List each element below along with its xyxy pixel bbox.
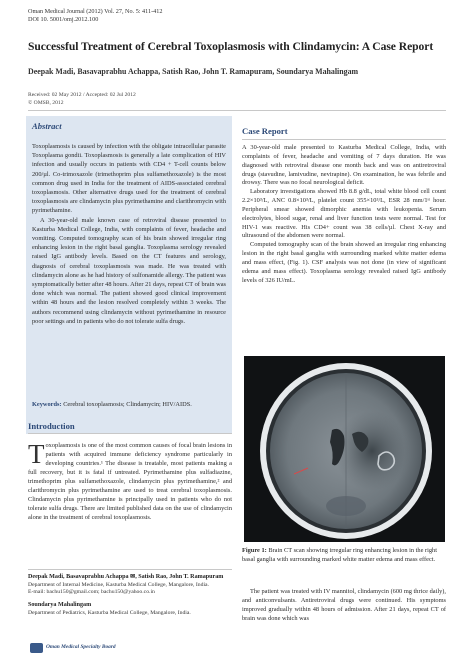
abstract-heading: Abstract <box>32 121 62 131</box>
journal-footer-name: Oman Medical Specialty Board <box>46 644 116 650</box>
abstract-paragraph-1: Toxoplasmosis is caused by infection with the obligate intracellular parasite Toxoplasma gondii. Toxoplasmosis is generally a late complication of HIV infection and usually occurs in patients with CD4 + T-cell counts below 200/µl. Co-trimoxazole (trimethoprim plus sulfamethoxazole) is the most common drug used in India for the treatment of AIDS-associated cerebral toxoplasmosis. Other alternative drugs used for the treatment of cerebral toxoplasmosis are clindamycin plus pyrimethamine and clarithromycin with pyrimethamine. <box>32 143 226 215</box>
case-paragraph-1: A 30-year-old male presented to Kasturba Medical College, India, with complaints of fever, headache and vomiting of 7 days duration. He was diagnosed with retroviral disease one month back and was on antiretroviral drugs (stavudine, lamivudine, nevirapine). On examination, he was febrile and drowsy. There was no focal neurological deficit. <box>242 144 446 187</box>
copyright: © OMSB, 2012 <box>28 100 64 106</box>
journal-header <box>28 8 162 24</box>
introduction-divider <box>28 433 232 434</box>
figure-caption <box>242 547 446 565</box>
introduction-text: oxoplasmosis is one of the most common causes of focal brain lesions in patients with acquired immune deficiency syndrome particularly in developing countries.¹ The disease is treatable, most patients making a full recovery, but it is fatal if untreated. Pyrimethamine plus sulfadiazine, trimethoprim plus sulfamethoxazole, clindamycin plus pyrimethamine,² and clarithromycin plus pyrimethamine are used to treat cerebral toxoplasmosis. Clindamycin plus pyrimethamine is principally used in patients who do not tolerate sulfa drugs. There are limited published data on the use of clindamycin alone in the treatment of cerebral toxoplasmosis. <box>28 442 232 521</box>
affiliations <box>28 574 232 618</box>
omsb-logo-icon <box>30 643 43 653</box>
brain-ct-image <box>244 356 445 542</box>
affiliation-authors-2: Soundarya Mahalingam <box>28 602 92 609</box>
introduction-heading: Introduction <box>28 421 75 431</box>
figure-label: Figure 1: <box>242 547 267 554</box>
journal-citation: Oman Medical Journal (2012) Vol. 27, No. 5: 411-412 <box>28 8 163 15</box>
case-report-divider <box>242 139 446 140</box>
publication-dates <box>28 91 136 107</box>
case-paragraph-4: The patient was treated with IV mannitol, clindamycin (600 mg thrice daily), and anticonvulsants. Antiretroviral drugs were continued. His symptoms improved gradually within 48 hours of admission. After 21 days, repeat CT of brain was done which was <box>242 588 446 622</box>
case-paragraph-2: Laboratory investigations showed Hb 8.8 g/dL, total white blood cell count 2.2×10³/L, ANC 0.8×10³/L, platelet count 355×10³/L, ESR 28 mm/1ˢᵗ hour. Peripheral smear showed dimorphic anemia with leukopenia. Serum electrolytes, blood sugar, renal and liver function tests were normal. Test for HIV-1 was reactive. His CD4+ count was 38 cells/µl. Chest X-ray and ultrasound of the abdomen were normal. <box>242 188 446 240</box>
abstract-paragraph-2: A 30-year-old male known case of retroviral disease presented to Kasturba Medical College, India, with complaints of fever, headache and vomiting. Computed tomography scan of his brain showed irregular ring enhancing lesion in the right basal ganglia. Toxoplasma serology revealed raised IgG antibody levels. Based on the CT features and serology, diagnosis of cerebral toxoplasmosis was made. He was treated with clindamycin alone as he had history of sulfonamide allergy. The patient was symptomatically better after 48 hours. After 21 days, repeat CT of brain was done which was normal. The patient showed good clinical improvement within 48 hours and the lesion resolved completely within 3 weeks. The authors recommend using clindamycin without pyrimethamine in resource poor settings and in patients who do not tolerate sulfa drugs. <box>32 216 226 325</box>
case-report-body <box>242 144 446 286</box>
keywords-list: Cerebral toxoplasmosis; Clindamycin; HIV/AIDS. <box>63 401 192 408</box>
abstract-body <box>32 142 226 326</box>
corresponding-email[interactable]: E-mail: bachu150@gmail.com; bachu150@yahoo.co.in <box>28 589 155 596</box>
affiliation-department-1: Department of Internal Medicine, Kasturba Medical College, Mangalore, India. <box>28 581 209 588</box>
introduction-body <box>28 439 232 523</box>
affiliation-divider <box>28 569 232 570</box>
author-list: Deepak Madi, Basavaprabhu Achappa, Satish Rao, John T. Ramapuram, Soundarya Mahalingam <box>28 67 359 76</box>
keywords-label: Keywords: <box>32 401 62 408</box>
case-report-heading: Case Report <box>242 126 288 136</box>
article-title: Successful Treatment of Cerebral Toxoplasmosis with Clindamycin: A Case Report <box>28 40 434 53</box>
header-divider <box>28 110 446 111</box>
figure-caption-text: Brain CT scan showing irregular ring enhancing lesion in the right basal ganglia with surrounding marked white matter edema and mass effect. <box>242 547 437 563</box>
received-accepted-dates: Received: 02 May 2012 / Accepted: 02 Jul 2012 <box>28 92 136 98</box>
case-paragraph-3: Computed tomography scan of the brain showed an irregular ring enhancing lesion in the right basal ganglia with surrounding marked white matter edema and mass effect, (Fig. 1). CSF analysis was not done (in view of significant edema and mass effect). Toxoplasma serology revealed raised IgG antibody levels of 326 IU/mL. <box>242 241 446 284</box>
doi[interactable]: DOI 10. 5001/omj.2012.100 <box>28 16 99 23</box>
affiliation-department-2: Department of Pediatrics, Kasturba Medical College, Mangalore, India. <box>28 609 191 616</box>
drop-cap: T <box>28 439 45 469</box>
keywords <box>32 400 226 409</box>
affiliation-authors-1: Deepak Madi, Basavaprabhu Achappa ✉, Satish Rao, John T. Ramapuram <box>28 574 224 580</box>
